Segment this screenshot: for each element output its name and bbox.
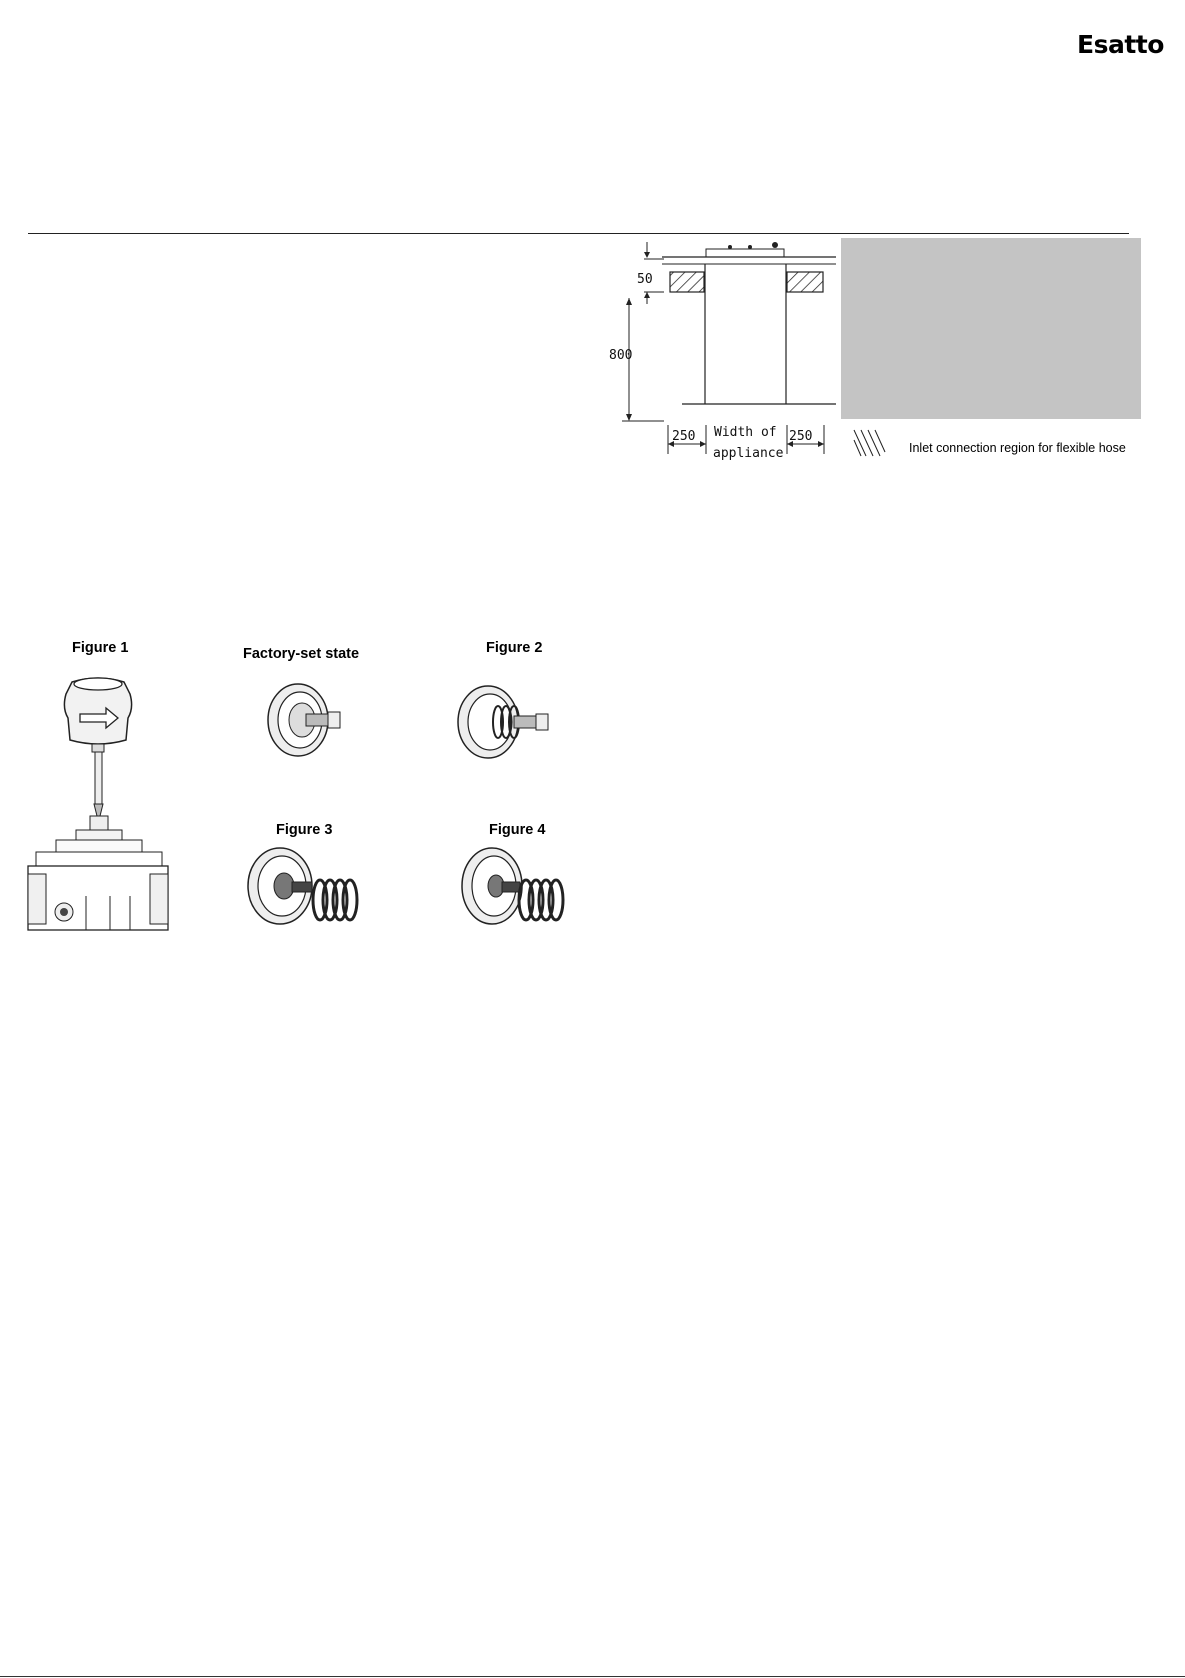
figure-3-valve-spring-illustration: [244, 842, 372, 940]
footer-divider: [0, 1676, 1185, 1677]
figure-1-label: Figure 1: [72, 640, 129, 656]
dim-right-width: 250: [789, 429, 813, 444]
figure-3-label: Figure 3: [276, 822, 333, 838]
dim-top-clearance: 50: [637, 272, 653, 287]
figure-1-screwdriver-regulator-illustration: [26, 674, 170, 942]
header-divider: [28, 233, 1129, 234]
legend-label: Inlet connection region for flexible hose: [909, 441, 1126, 455]
hatch-legend-icon: [852, 428, 886, 458]
figure-2-valve-illustration: [452, 680, 562, 770]
figure-2-label: Figure 2: [486, 640, 543, 656]
factory-set-valve-illustration: [262, 680, 350, 760]
dim-width-label-2: appliance: [713, 446, 784, 461]
dim-left-width: 250: [672, 429, 696, 444]
grey-panel: [841, 238, 1141, 419]
dim-width-label: Width of: [714, 425, 777, 440]
figure-4-label: Figure 4: [489, 822, 546, 838]
figure-4-valve-spring-illustration: [460, 842, 578, 940]
brand-logo: Esatto: [1077, 30, 1164, 59]
factory-set-label: Factory-set state: [243, 646, 360, 662]
dim-height: 800: [609, 348, 633, 363]
